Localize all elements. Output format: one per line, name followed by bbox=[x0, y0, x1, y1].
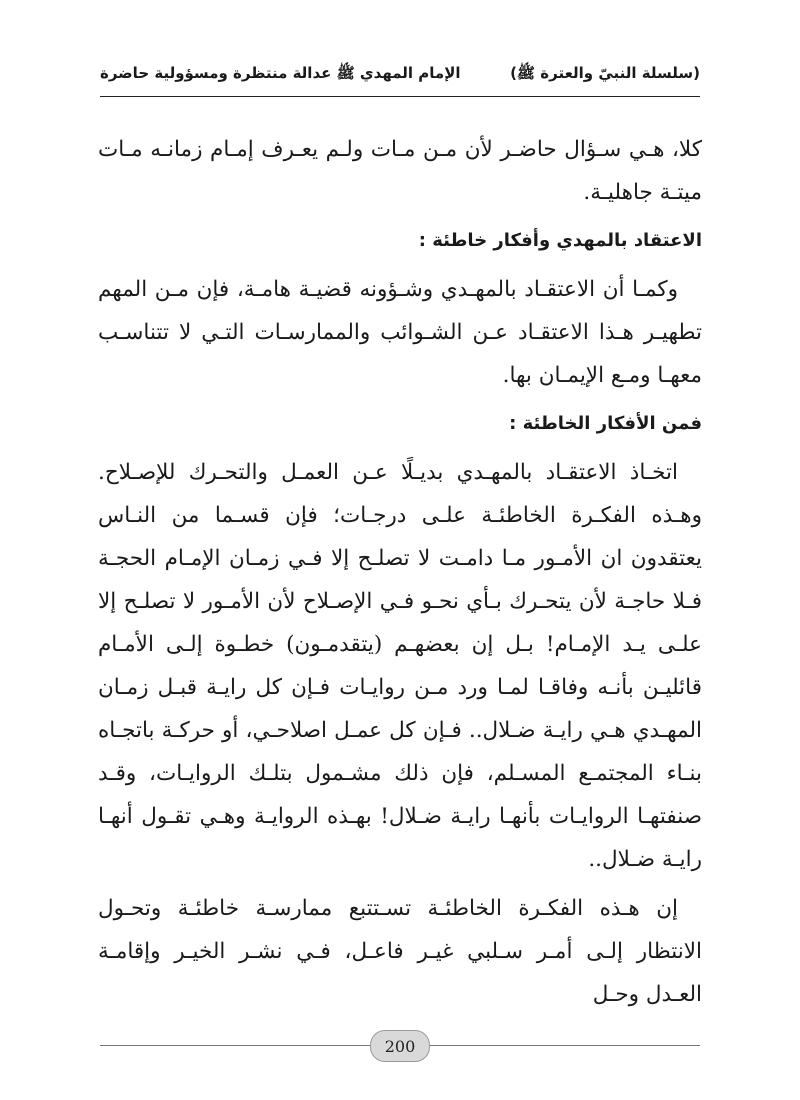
page-footer bbox=[100, 1030, 700, 1060]
paragraph-1: كلا، هـي سـؤال حاضـر لأن مـن مـات ولـم يعـرف إمـام زمانـه مـات ميتـة جاهليـة. bbox=[98, 137, 702, 205]
section-heading-wrong-ideas: فمن الأفكار الخاطئة : bbox=[509, 413, 702, 434]
header-divider bbox=[100, 96, 700, 97]
section-heading-belief: الاعتقاد بالمهدي وأفكار خاطئة : bbox=[418, 230, 702, 251]
book-title: الإمام المهدي ﷺ عدالة منتظرة ومسؤولية حاضرة bbox=[100, 64, 461, 82]
page-body bbox=[98, 128, 702, 1022]
running-header bbox=[100, 58, 700, 92]
paragraph-4: إن هـذه الفكـرة الخاطئـة تسـتتبع ممارسـة خاطئـة وتحـول الانتظار إلـى أمـر سـلبي غيـر فاعـل، فـي نشـر الخيـر وإقامـة العـدل وحـل bbox=[98, 896, 702, 1007]
paragraph-3: اتخـاذ الاعتقـاد بالمهـدي بديـلًا عـن العمـل والتحـرك للإصـلاح. وهـذه الفكـرة الخاطئـة علـى درجـات؛ فإن قسـما من النـاس يعتقدون ان الأمـور مـا دامـت لا تصلـح إلا فـي زمـان الإمـام الحجـة فـلا حاجـة لأن يتحـرك بـأي نحـو فـي الإصـلاح لأن الأمـور لا تصلـح إلا علـى يـد الإمـام! بـل إن بعضهـم (يتقدمـون) خطـوة إلـى الأمـام قائليـن بأنـه وفاقـا لمـا ورد مـن روايـات فـإن كل رايـة قبـل زمـان المهـدي هـي رايـة ضـلال.. فـإن كل عمـل اصلاحـي، أو حركـة باتجـاه بنـاء المجتمـع المسـلم، فإن ذلك مشـمول بتلـك الروايـات، وقـد صنفتهـا الروايـات بأنهـا رايـة ضـلال! بهـذه الروايـة وهـي تقـول أنهـا رايـة ضـلال.. bbox=[98, 460, 702, 872]
paragraph-2: وكمـا أن الاعتقـاد بالمهـدي وشـؤونه قضيـة هامـة، فإن مـن المهم تطهيـر هـذا الاعتقـاد عـن الشـوائب والممارسـات التـي لا تتناسـب معهـا ومـع الإيمـان بها. bbox=[98, 277, 702, 388]
page-number-badge bbox=[370, 1030, 430, 1062]
page-number: 200 bbox=[384, 1036, 416, 1056]
series-title: (سلسلة النبيّ والعترة ﷺ) bbox=[510, 64, 700, 82]
